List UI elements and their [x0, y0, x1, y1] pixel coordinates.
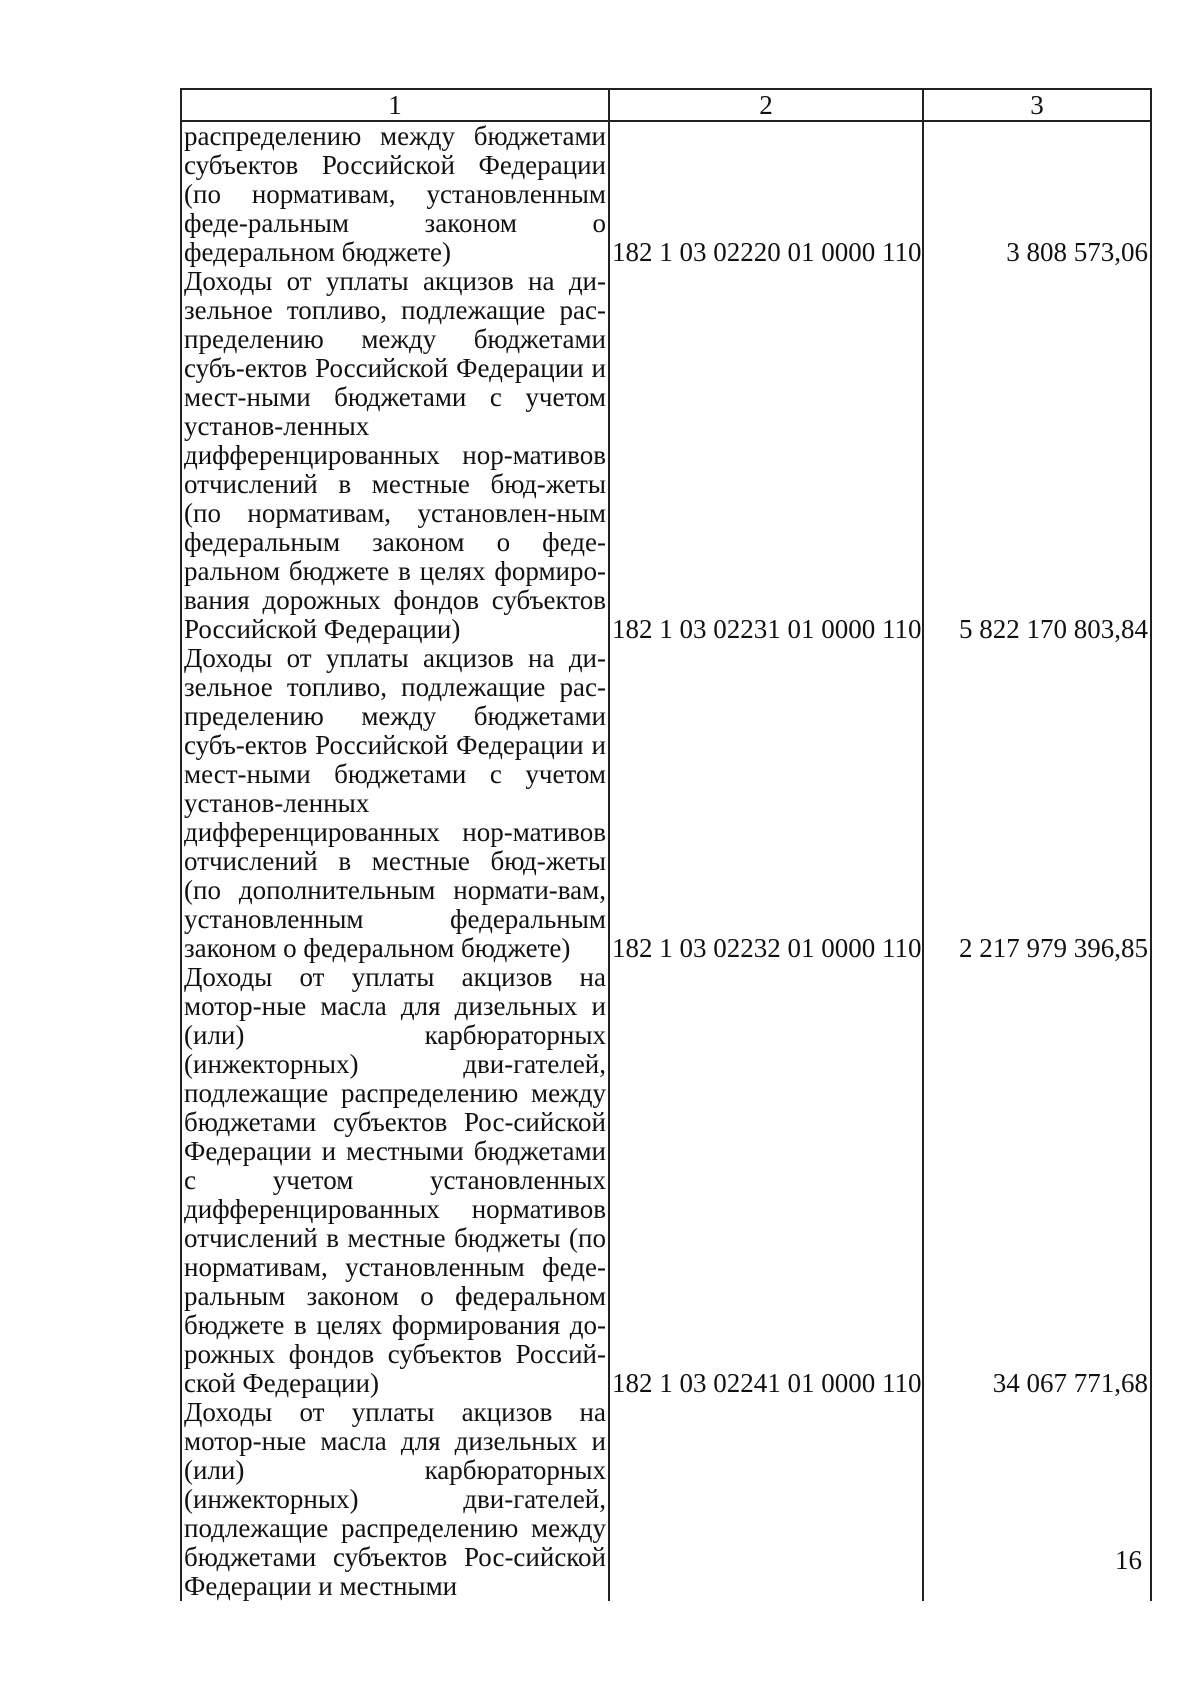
revenue-name: Доходы от уплаты акцизов на ди-зельное топливо, подлежащие рас-пределению между бюджетами субъ-ектов Российской Федерации и мест-ными бюджетами с учетом установ-ленных дифференцированных нор-мативов отчислений в местные бюд-жеты (по нормативам, установлен-ным федеральным законом о феде-ральном бюджете в целях формиро-вания дорожных фондов субъектов Российской Федерации) — [181, 267, 609, 644]
revenue-name: распределению между бюджетами субъектов Российской Федерации (по нормативам, установленным феде-ральным законом о федеральном бюджете) — [181, 121, 609, 267]
revenue-name: Доходы от уплаты акцизов на мотор-ные масла для дизельных и (или) карбюраторных (инжекторных) дви-гателей, подлежащие распределению между бюджетами субъектов Рос-сийской Федерации и местными — [181, 1398, 609, 1601]
budget-code — [609, 1398, 923, 1601]
column-header-3: 3 — [923, 89, 1151, 121]
page-number: 16 — [1115, 1545, 1142, 1575]
budget-code: 182 1 03 02232 01 0000 110 — [609, 644, 923, 963]
table-row — [181, 1398, 1151, 1601]
amount: 2 217 979 396,85 — [923, 644, 1151, 963]
table-body — [181, 121, 1151, 1601]
table-row — [181, 963, 1151, 1398]
header-row — [181, 89, 1151, 121]
revenue-name: Доходы от уплаты акцизов на ди-зельное топливо, подлежащие рас-пределению между бюджетами субъ-ектов Российской Федерации и мест-ными бюджетами с учетом установ-ленных дифференцированных нор-мативов отчислений в местные бюд-жеты (по дополнительным нормати-вам, установленным федеральным законом о федеральном бюджете) — [181, 644, 609, 963]
column-header-2: 2 — [609, 89, 923, 121]
budget-code: 182 1 03 02241 01 0000 110 — [609, 963, 923, 1398]
budget-code: 182 1 03 02220 01 0000 110 — [609, 121, 923, 267]
revenue-table — [180, 88, 1152, 1601]
budget-code: 182 1 03 02231 01 0000 110 — [609, 267, 923, 644]
table-row — [181, 644, 1151, 963]
column-header-1: 1 — [181, 89, 609, 121]
amount: 5 822 170 803,84 — [923, 267, 1151, 644]
table-row — [181, 267, 1151, 644]
table-header — [181, 89, 1151, 121]
revenue-name: Доходы от уплаты акцизов на мотор-ные масла для дизельных и (или) карбюраторных (инжекторных) дви-гателей, подлежащие распределению между бюджетами субъектов Рос-сийской Федерации и местными бюджетами с учетом установленных дифференцированных нормативов отчислений в местные бюджеты (по нормативам, установленным феде-ральным законом о федеральном бюджете в целях формирования до-рожных фондов субъектов Россий-ской Федерации) — [181, 963, 609, 1398]
table-row — [181, 121, 1151, 267]
amount: 3 808 573,06 — [923, 121, 1151, 267]
amount: 34 067 771,68 — [923, 963, 1151, 1398]
